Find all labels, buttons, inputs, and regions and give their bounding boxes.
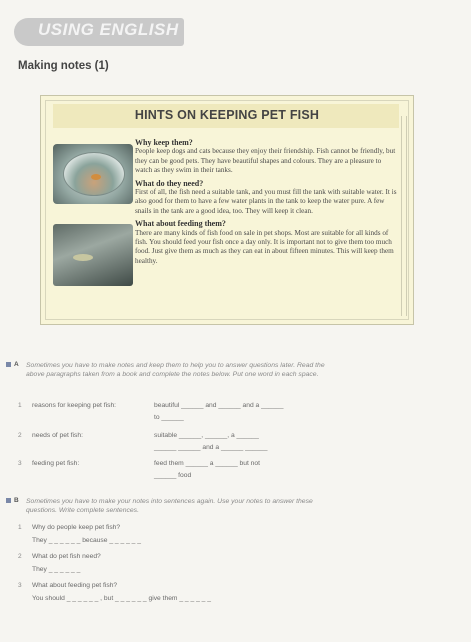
exercise-b-question: What do pet fish need? — [32, 553, 101, 560]
fishbowl-photo — [53, 144, 133, 204]
exercise-a-item-line: ______ food — [154, 472, 192, 479]
exercise-b-marker — [6, 498, 11, 503]
exercise-a-item-line: feed them ______ a ______ but not — [154, 460, 260, 467]
exercise-b-answer-line: They _ _ _ _ _ _ — [32, 566, 81, 573]
exercise-b-instructions: Sometimes you have to make your notes into sentences again. Use your notes to answer these questions. Write complete sentences. — [26, 498, 313, 514]
paragraph-heading: What about feeding them? — [135, 219, 226, 229]
exercise-a-item-line: suitable ______, ______, a ______ — [154, 432, 259, 439]
exercise-b-label: B — [14, 497, 19, 504]
paragraph-text: People keep dogs and cats because they enjoy their friendship. Fish cannot be friendly, but they can be good pets. They have beautiful shapes and colours. They are a pleasure to watch as they swim in their tanks. — [135, 147, 396, 175]
exercise-b-item-number: 3 — [18, 582, 22, 589]
exercise-a-label: A — [14, 361, 19, 368]
exercise-b-question: What about feeding pet fish? — [32, 582, 118, 589]
exercise-a-item-label: feeding pet fish: — [32, 460, 80, 467]
exercise-a-item-number: 2 — [18, 432, 22, 439]
exercise-a-item-label: reasons for keeping pet fish: — [32, 402, 117, 409]
fish-shape — [73, 254, 93, 261]
page-header-title: USING ENGLISH — [38, 20, 179, 39]
exercise-b-item-number: 2 — [18, 553, 22, 560]
paragraph-text: There are many kinds of fish food on sale in pet shops. Most are suitable for all kinds of fish. You should feed your fish once a day only. It is important not to give them too much food. Just give them as much as they can eat in about fifteen minutes. This will keep them healthy. — [135, 228, 394, 265]
fish-tank-photo — [53, 224, 133, 286]
exercise-a-item-number: 3 — [18, 460, 22, 467]
exercise-a-instructions: Sometimes you have to make notes and keep them to help you to answer questions later. Read the above paragraphs taken from a book and complete the notes below. Put one word in each space. — [26, 362, 325, 378]
exercise-b-answer-line: They _ _ _ _ _ _ because _ _ _ _ _ _ — [32, 537, 141, 544]
exercise-a-item-line: to ______ — [154, 414, 184, 421]
card-text-column — [135, 136, 397, 269]
exercise-b-answer-line: You should _ _ _ _ _ _ , but _ _ _ _ _ _ give them _ _ _ _ _ _ — [32, 595, 211, 602]
section-title: Making notes (1) — [18, 60, 109, 72]
card-title: HINTS ON KEEPING PET FISH — [134, 108, 320, 122]
paragraph-text: First of all, the fish need a suitable tank, and you must fill the tank with suitable water. It is also good for them to have a few water plants in the tank to keep the water pure. A few snails in the tank are a good idea, too. They will keep it clean. — [135, 188, 397, 215]
exercise-a-item-number: 1 — [18, 402, 22, 409]
card-side-rule — [401, 116, 407, 316]
exercise-b-item-number: 1 — [18, 524, 22, 531]
goldfish-shape — [91, 174, 101, 180]
paragraph-heading: What do they need? — [135, 178, 204, 188]
exercise-a-item-line: beautiful ______ and ______ and a ______ — [154, 402, 284, 409]
exercise-a-marker — [6, 362, 11, 367]
paragraph-heading: Why keep them? — [135, 138, 193, 147]
exercise-a-item-line: ______ ______ and a ______ ______ — [154, 444, 268, 451]
exercise-b-question: Why do people keep pet fish? — [32, 524, 121, 531]
exercise-a-item-label: needs of pet fish: — [32, 432, 83, 439]
reading-card — [40, 95, 414, 325]
